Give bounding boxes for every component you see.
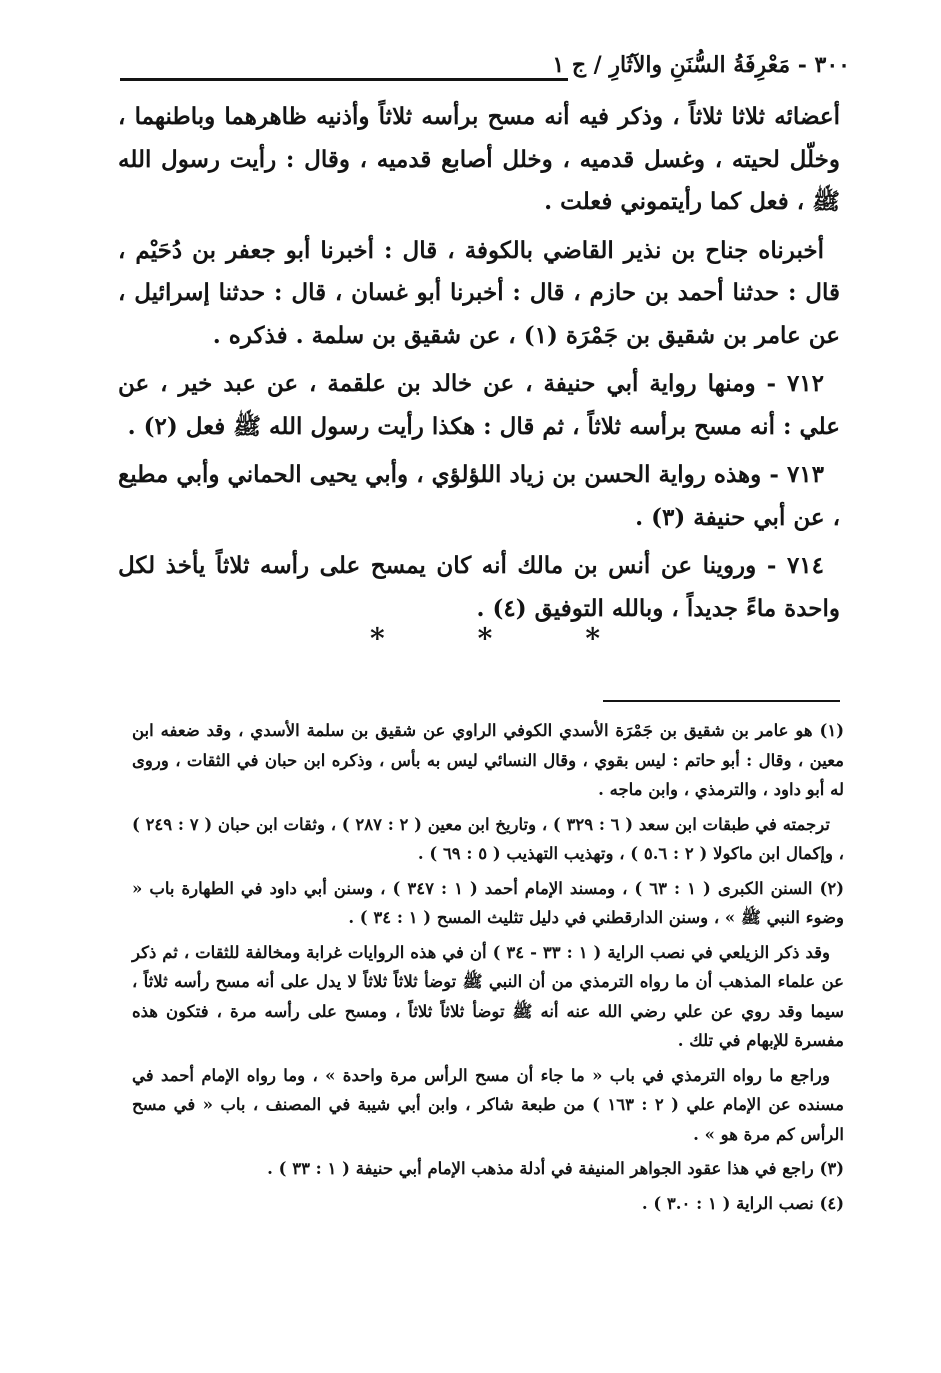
header-rule bbox=[120, 78, 568, 81]
footnote-2: (٢) السنن الكبرى ( ١ : ٦٣ ) ، ومسند الإمام أحمد ( ١ : ٣٤٧ ) ، وسنن أبي داود في الطهارة باب « وضوء النبي ﷺ » ، وسنن الدارقطني في دليل تثليث المسح ( ١ : ٣٤ ) . bbox=[132, 878, 844, 927]
hadith-714: ٧١٤ - وروينا عن أنس بن مالك أنه كان يمسح على رأسه ثلاثاً يأخذ لكل واحدة ماءً جديداً ، وبالله التوفيق (٤) . bbox=[118, 552, 840, 622]
hadith-713: ٧١٣ - وهذه رواية الحسن بن زياد اللؤلؤي ، وأبي يحيى الحماني وأبي مطيع ، عن أبي حنيفة (٣) . bbox=[118, 461, 840, 531]
footnote-3: (٣) راجع في هذا عقود الجواهر المنيفة في أدلة مذهب الإمام أبي حنيفة ( ١ : ٣٣ ) . bbox=[267, 1159, 844, 1178]
footnote-rule bbox=[603, 700, 840, 702]
separator-star: * bbox=[477, 622, 493, 655]
main-text bbox=[118, 96, 840, 636]
separator-star: * bbox=[585, 622, 600, 655]
page-header bbox=[120, 52, 850, 86]
main-paragraph: أخبرناه جناح بن نذير القاضي بالكوفة ، قال : أخبرنا أبو جعفر بن دُحَيْم ، قال : حدثنا أحمد بن حازم ، قال : أخبرنا أبو غسان ، قال : حدثنا إسرائيل ، عن عامر بن شقيق بن جَمْرَة (١) ، عن شقيق بن سلمة . فذكره . bbox=[118, 236, 840, 349]
section-separator bbox=[370, 622, 600, 655]
footnote-1-continued: ترجمته في طبقات ابن سعد ( ٦ : ٣٢٩ ) ، وتاريخ ابن معين ( ٢ : ٢٨٧ ) ، وثقات ابن حبان ( ٧ : ٢٤٩ ) ، وإكمال ابن ماكولا ( ٢ : ٥.٦ ) ، وتهذيب التهذيب ( ٥ : ٦٩ ) . bbox=[132, 814, 844, 863]
separator-star: * bbox=[370, 622, 385, 655]
footnote-2-continued: وراجع ما رواه الترمذي في باب « ما جاء أن مسح الرأس مرة واحدة » ، وما رواه الإمام أحمد في مسنده عن الإمام علي ( ٢ : ١٦٣ ) من طبعة شاكر ، وابن أبي شيبة في المصنف ، باب « في مسح الرأس كم مرة هو » . bbox=[132, 1065, 844, 1144]
footnote-1: (١) هو عامر بن شقيق بن جَمْرَة الأسدي الكوفي الراوي عن شقيق بن سلمة الأسدي ، وقد ضعفه ابن معين ، وقال : أبو حاتم : ليس بقوي ، وقال النسائي ليس به بأس ، وذكره ابن حبان في الثقات ، وروى له أبو داود ، والترمذي ، وابن ماجه . bbox=[132, 721, 844, 799]
running-header: ٣٠٠ - مَعْرِفَةُ السُّنَنِ والآثَارِ / ج ١ bbox=[552, 52, 850, 78]
footnotes bbox=[132, 716, 844, 1223]
hadith-712: ٧١٢ - ومنها رواية أبي حنيفة ، عن خالد بن علقمة ، عن عبد خير ، عن علي : أنه مسح برأسه ثلاثاً ، ثم قال : هكذا رأيت رسول الله ﷺ فعل (٢) . bbox=[118, 370, 840, 440]
main-paragraph: أعضائه ثلاثا ثلاثاً ، وذكر فيه أنه مسح برأسه ثلاثاً وأذنيه ظاهرهما وباطنهما ، وخلّل لحيته ، وغسل قدميه ، وخلل أصابع قدميه ، وقال : رأيت رسول الله ﷺ ، فعل كما رأيتموني فعلت . bbox=[118, 103, 840, 215]
footnote-4: (٤) نصب الراية ( ١ : ٣.٠ ) . bbox=[641, 1193, 844, 1213]
footnote-2-continued: وقد ذكر الزيلعي في نصب الراية ( ١ : ٣٣ - ٣٤ ) أن في هذه الروايات غرابة ومخالفة للثقات ، ثم ذكر عن علماء المذهب أن ما رواه الترمذي من أن النبي ﷺ توضأ ثلاثاً ثلاثاً لا يدل على أنه مسح رأسه ثلاثاً ، سيما وقد روي عن علي رضي الله عنه أنه ﷺ توضأ ثلاثاً ثلاثاً ، ومسح على رأسه مرة ، فتكون هذه مفسرة للإبهام في تلك . bbox=[132, 942, 844, 1050]
